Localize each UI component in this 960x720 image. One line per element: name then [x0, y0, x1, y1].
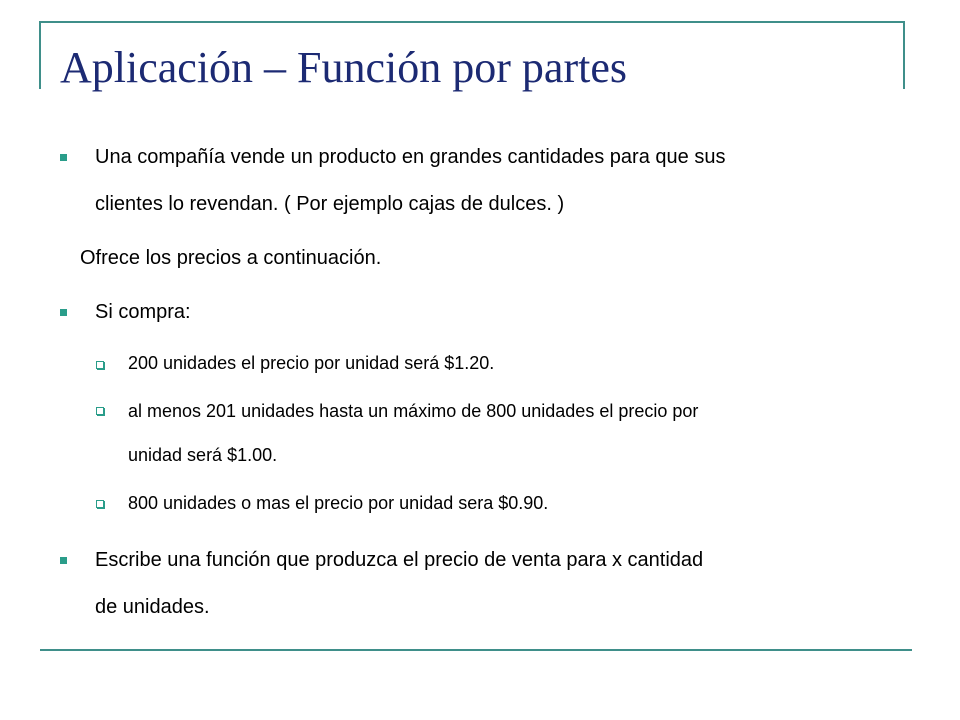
bullet-2-label: Si compra:: [95, 301, 191, 323]
bullet-3-line-1: Escribe una función que produzca el precio de venta para x cantidad: [95, 549, 704, 571]
slide-title: Aplicación – Función por partes: [60, 43, 627, 92]
hollow-square-bullet-icon: [96, 361, 104, 369]
left-rule: [39, 21, 41, 89]
bottom-rule: [40, 649, 912, 651]
subitem-1-line-1: 200 unidades el precio por unidad será $1.20.: [128, 353, 495, 373]
prices-note: Ofrece los precios a continuación.: [80, 247, 382, 269]
right-rule: [903, 21, 905, 89]
subitem-3-line-1: 800 unidades o mas el precio por unidad sera $0.90.: [128, 493, 549, 513]
bullet-1-line-1: Una compañía vende un producto en grandes cantidades para que sus: [95, 146, 726, 168]
bullet-1-line-2: clientes lo revendan. ( Por ejemplo cajas de dulces. ): [95, 193, 565, 215]
square-bullet-icon: [60, 309, 67, 316]
top-rule: [40, 21, 904, 23]
square-bullet-icon: [60, 154, 67, 161]
subitem-2-line-1: al menos 201 unidades hasta un máximo de 800 unidades el precio por: [128, 401, 699, 421]
hollow-square-bullet-icon: [96, 407, 104, 415]
bullet-3-line-2: de unidades.: [95, 596, 210, 618]
hollow-square-bullet-icon: [96, 500, 104, 508]
subitem-2-line-2: unidad será $1.00.: [128, 445, 278, 465]
square-bullet-icon: [60, 557, 67, 564]
